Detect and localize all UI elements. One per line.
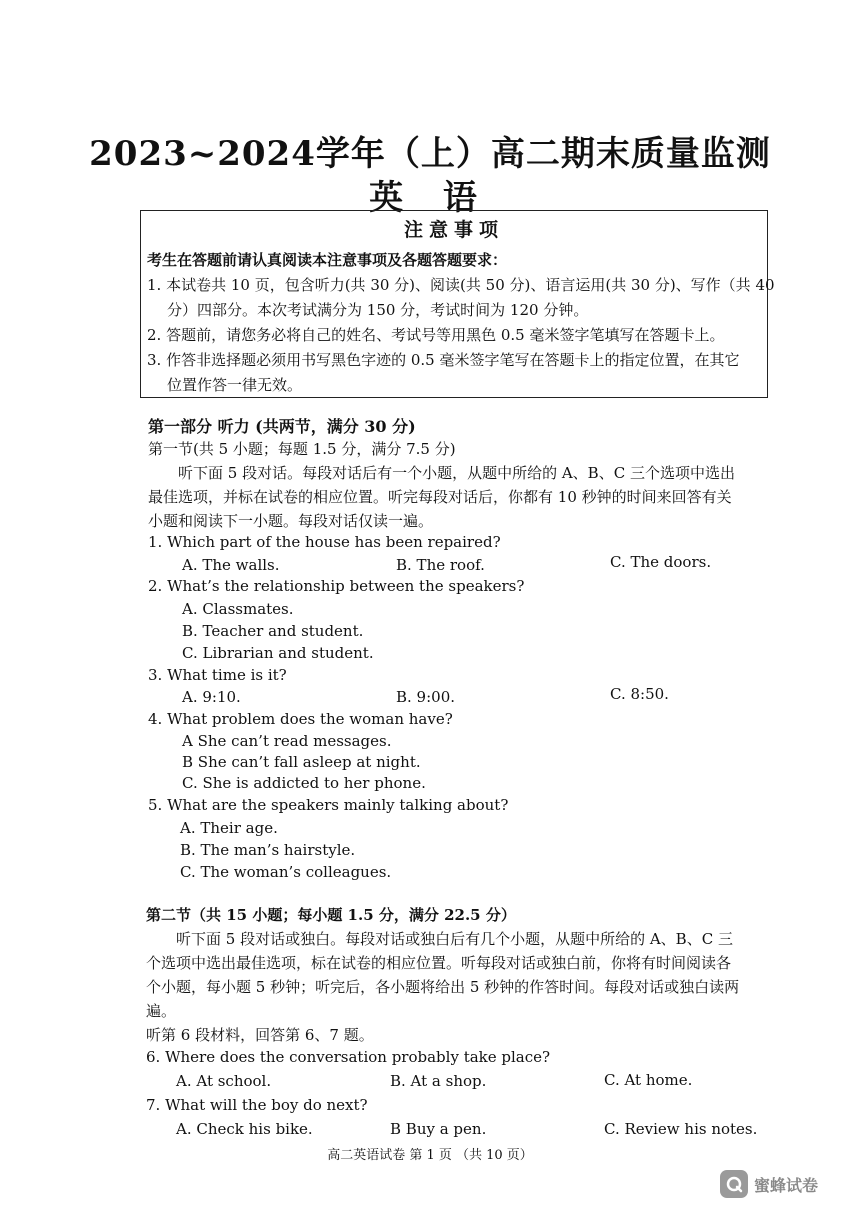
question-4-option-c[interactable]: C. She is addicted to her phone.: [182, 774, 426, 792]
question-3-stem: 3. What time is it?: [148, 666, 287, 684]
exam-title: 2023~2024学年（上）高二期末质量监测: [89, 134, 771, 174]
section1-heading: 第一节(共 5 小题；每题 1.5 分，满分 7.5 分): [148, 440, 456, 458]
exam-subject: 英 语: [369, 178, 491, 218]
question-3-option-a[interactable]: A. 9:10.: [182, 688, 241, 706]
question-7-option-b[interactable]: B Buy a pen.: [390, 1120, 487, 1138]
notice-item-3a: 3. 作答非选择题必须用书写黑色字迹的 0.5 毫米签字笔写在答题卡上的指定位置，在其它: [147, 351, 740, 369]
part1-heading: 第一部分 听力 (共两节，满分 30 分): [148, 417, 416, 436]
section2-instr-1: 听下面 5 段对话或独白。每段对话或独白后有几个小题，从题中所给的 A、B、C 三: [176, 930, 733, 948]
section1-instr-1: 听下面 5 段对话。每段对话后有一个小题，从题中所给的 A、B、C 三个选项中选出: [178, 464, 735, 482]
question-2-option-c[interactable]: C. Librarian and student.: [182, 644, 374, 662]
page-footer: 高二英语试卷 第 1 页 （共 10 页）: [327, 1148, 533, 1163]
watermark-logo: [720, 1170, 818, 1198]
question-6-option-c[interactable]: C. At home.: [604, 1071, 693, 1089]
question-2-stem: 2. What’s the relationship between the speakers?: [148, 577, 525, 595]
question-7-option-c[interactable]: C. Review his notes.: [604, 1120, 758, 1138]
notice-item-3b: 位置作答一律无效。: [167, 376, 303, 394]
question-1-option-c[interactable]: C. The doors.: [610, 553, 712, 571]
notice-box: [140, 210, 775, 398]
question-2-option-b[interactable]: B. Teacher and student.: [182, 622, 364, 640]
watermark-text: 蜜蜂试卷: [754, 1175, 819, 1195]
question-6-option-a[interactable]: A. At school.: [176, 1072, 272, 1090]
question-5-option-a[interactable]: A. Their age.: [180, 819, 278, 837]
question-3-option-c[interactable]: C. 8:50.: [610, 685, 669, 703]
question-1-option-a[interactable]: A. The walls.: [182, 556, 280, 574]
section2-instr-2: 个选项中选出最佳选项，标在试卷的相应位置。听每段对话或独白前，你将有时间阅读各: [146, 954, 732, 972]
question-5-stem: 5. What are the speakers mainly talking about?: [148, 796, 509, 814]
notice-item-1a: 1. 本试卷共 10 页，包含听力(共 30 分)、阅读(共 50 分)、语言运用(共 30 分)、写作（共 40: [147, 276, 775, 294]
question-4-option-b[interactable]: B She can’t fall asleep at night.: [182, 753, 421, 771]
notice-item-1b: 分）四部分。本次考试满分为 150 分，考试时间为 120 分钟。: [167, 301, 589, 319]
question-6-option-b[interactable]: B. At a shop.: [390, 1072, 487, 1090]
question-2-option-a[interactable]: A. Classmates.: [182, 600, 294, 618]
watermark-icon: [720, 1170, 748, 1198]
notice-title: 注意事项: [403, 219, 504, 241]
question-4-option-a[interactable]: A She can’t read messages.: [182, 732, 392, 750]
question-7-option-a[interactable]: A. Check his bike.: [176, 1120, 313, 1138]
notice-item-2: 2. 答题前，请您务必将自己的姓名、考试号等用黑色 0.5 毫米签字笔填写在答题卡上。: [147, 326, 725, 344]
question-5-option-c[interactable]: C. The woman’s colleagues.: [180, 863, 392, 881]
section2-material: 听第 6 段材料，回答第 6、7 题。: [146, 1026, 374, 1044]
question-6-stem: 6. Where does the conversation probably take place?: [146, 1048, 551, 1066]
question-7-stem: 7. What will the boy do next?: [146, 1096, 368, 1114]
question-3-option-b[interactable]: B. 9:00.: [396, 688, 456, 706]
question-1-stem: 1. Which part of the house has been repaired?: [148, 533, 501, 551]
question-4-stem: 4. What problem does the woman have?: [148, 710, 453, 728]
section2-instr-3: 个小题，每小题 5 秒钟；听完后，各小题将给出 5 秒钟的作答时间。每段对话或独白读两: [146, 978, 740, 996]
notice-intro: 考生在答题前请认真阅读本注意事项及各题答题要求：: [147, 251, 508, 269]
section2-instr-4: 遍。: [146, 1002, 177, 1020]
section1-instr-2: 最佳选项，并标在试卷的相应位置。听完每段对话后，你都有 10 秒钟的时间来回答有关: [148, 488, 732, 506]
question-1-option-b[interactable]: B. The roof.: [396, 556, 485, 574]
section1-instr-3: 小题和阅读下一小题。每段对话仅读一遍。: [148, 512, 434, 530]
section2-heading: 第二节（共 15 小题；每小题 1.5 分，满分 22.5 分）: [146, 906, 516, 924]
question-5-option-b[interactable]: B. The man’s hairstyle.: [180, 841, 356, 859]
